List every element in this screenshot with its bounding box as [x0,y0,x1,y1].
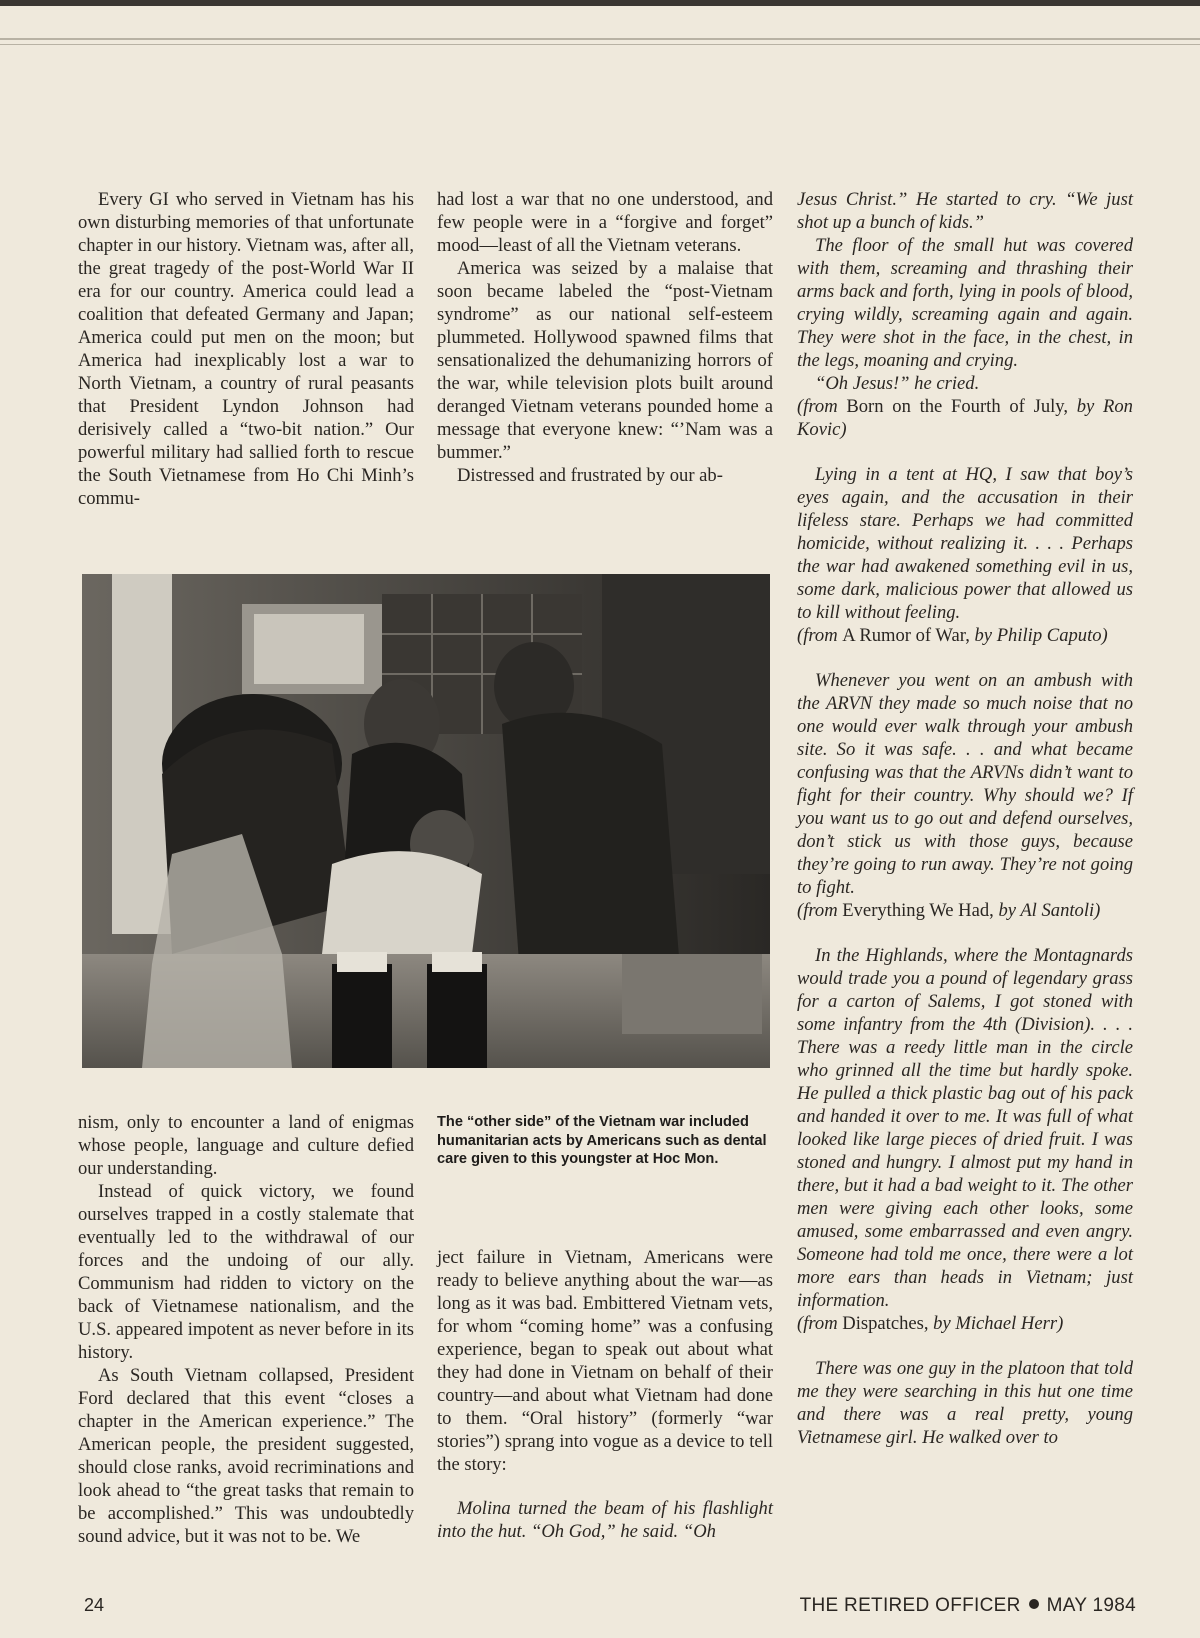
running-footer [800,1595,1136,1617]
body-paragraph: ject failure in Vietnam, Americans were ready to believe anything about the war—as long as it was bad. Embittered Vietnam vets, for whom “coming home” was a confusing experience, began to speak out about what they had done in Vietnam on behalf of their country—and about what Vietnam had done to them. “Oral history” (formerly “war stories”) sprang into vogue as a device to tell the story: [437,1247,773,1475]
body-paragraph: Distressed and frustrated by our ab- [457,465,723,486]
column-1-top [78,188,414,510]
quote-source: (from Everything We Had, by Al Santoli) [797,900,1101,921]
body-paragraph: Instead of quick victory, we found ourselves trapped in a costly stalemate that eventually led to the withdrawal of our forces and the undoing of our ally. Communism had ridden to victory on the back of Vietnamese nationalism, and the U.S. appeared impotent as never before in its history. [78,1181,414,1363]
header-rule-thin [0,44,1200,45]
quote-paragraph: In the Highlands, where the Montagnards would trade you a pound of legendary grass for a carton of Salems, I got stoned with some infantry from the 4th (Division). . . . There was a reedy little man in the circle who grinned all the time but hardly spoke. He pulled a thick plastic bag out of his pack and handed it over to me. It was full of what looked like large pieces of dried fruit. I was stoned and hungry. I almost put my hand in there, but it had a bad weight to it. The other men were giving each other looks, some amused, some embarrassed and even angry. Someone had told me once, there were a lot more ears than heads in Vietnam; just information. [797,945,1133,1311]
column-2-bottom [437,1246,773,1543]
photo-image [82,574,770,1068]
quote-paragraph: “Oh Jesus!” he cried. [815,373,980,394]
quote-source: (from Dispatches, by Michael Herr) [797,1313,1064,1334]
quote-paragraph: The floor of the small hut was covered with them, screaming and thrashing their arms back and forth, lying in pools of blood, crying wildly, screaming again and again. They were shot in the face, in the chest, in the legs, moaning and crying. [797,235,1133,371]
quote-source: (from A Rumor of War, by Philip Caputo) [797,625,1108,646]
quote-source: (from Born on the Fourth of July, by Ron Kovic) [797,396,1133,440]
column-1-bottom [78,1111,414,1548]
quote-paragraph: There was one guy in the platoon that told me they were searching in this hut one time and there was a real pretty, young Vietnamese girl. He walked over to [797,1358,1133,1448]
header-rule [0,38,1200,40]
quote-paragraph: Whenever you went on an ambush with the ARVN they made so much noise that no one would ever walk through your ambush site. So it was safe. . . and what became confusing was that the ARVNs didn’t want to fight for their country. Why should we? If you want us to go out and defend ourselves, don’t stick us with those guys, because they’re going to run away. They’re not going to fight. [797,670,1133,898]
publication-name: THE RETIRED OFFICER [799,1595,1021,1616]
body-paragraph: As South Vietnam collapsed, President Ford declared that this event “closes a chapter in the American experience.” The American people, the president suggested, should close ranks, avoid recriminations and look ahead to “the great tasks that remain to be accomplished.” This was undoubtedly sound advice, but it was not to be. We [78,1365,414,1547]
body-paragraph: Every GI who served in Vietnam has his own disturbing memories of that unfortunate chapter in our history. Vietnam was, after all, the great tragedy of the post-World War II era for our country. America could lead a coalition that defeated Germany and Japan; America could put men on the moon; but America had inexplicably lost a war to North Vietnam, a country of rural peasants that President Lyndon Johnson had derisively called a “two-bit nation.” Our powerful military had sallied forth to rescue the South Vietnamese from Ho Chi Minh’s commu- [78,189,414,509]
page-top-edge [0,0,1200,6]
column-3-quotes [797,188,1133,1449]
quote-paragraph: Jesus Christ.” He started to cry. “We just shot up a bunch of kids.” [797,189,1133,233]
photo-caption: The “other side” of the Vietnam war included humanitarian acts by Americans such as dental care given to this youngster at Hoc Mon. [437,1114,767,1167]
photo-dental-care [82,574,770,1068]
quote-paragraph: Molina turned the beam of his flashlight into the hut. “Oh God,” he said. “Oh [437,1498,773,1542]
page-number: 24 [84,1595,105,1615]
quote-paragraph: Lying in a tent at HQ, I saw that boy’s eyes again, and the accusation in their lifeless stare. Perhaps we had committed homicide, without realizing it. . . . Perhaps the war had awakened something evil in us, some dark, malicious power that allowed us to kill without feeling. [797,464,1133,623]
bullet-dot [1029,1599,1039,1609]
body-paragraph: America was seized by a malaise that soon became labeled the “post-Vietnam syndrome” as our national self-esteem plummeted. Hollywood spawned films that sensationalized the dehumanizing horrors of the war, while television plots built around deranged Vietnam veterans pounded home a message that everyone knew: “’Nam was a bummer.” [437,258,773,463]
column-2-top [437,188,773,487]
body-paragraph: had lost a war that no one understood, and few people were in a “forgive and forget” mood—least of all the Vietnam veterans. [437,189,773,256]
body-paragraph: nism, only to encounter a land of enigmas whose people, language and culture defied our understanding. [78,1112,414,1179]
issue-date: MAY 1984 [1046,1595,1136,1616]
